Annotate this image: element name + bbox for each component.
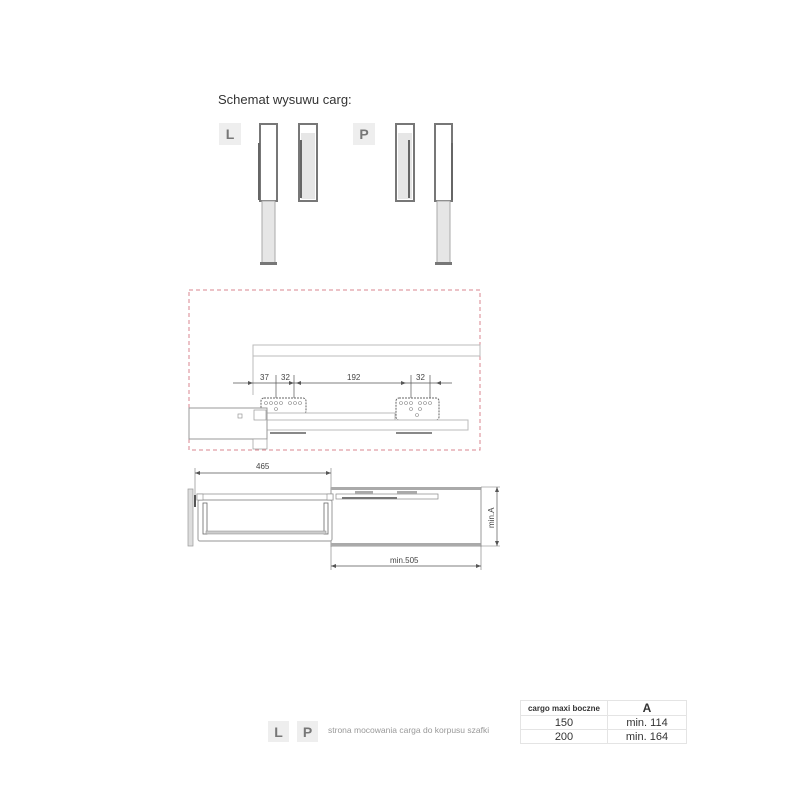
side-view-drawing	[188, 462, 500, 570]
dim-37: 37	[260, 373, 269, 382]
dim-min-505: min.505	[390, 556, 419, 565]
dim-192: 192	[347, 373, 361, 382]
top-view-drawing	[189, 290, 480, 450]
cell-width: 150	[521, 716, 608, 730]
table-header-row	[521, 701, 687, 716]
legend-left-badge: L	[268, 721, 289, 742]
legend-description: strona mocowania carga do korpusu szafki	[328, 725, 490, 735]
left-side-badge: L	[219, 123, 241, 145]
cell-min-a: min. 164	[608, 730, 687, 744]
header-cargo-type: cargo maxi boczne	[521, 701, 608, 716]
cell-width: 200	[521, 730, 608, 744]
right-extended-cargo-icon	[435, 124, 453, 265]
dim-32b: 32	[416, 373, 425, 382]
right-side-badge: P	[353, 123, 375, 145]
table-row	[521, 730, 687, 744]
legend-right-badge: P	[297, 721, 318, 742]
dim-32a: 32	[281, 373, 290, 382]
header-a: A	[608, 701, 687, 716]
schema-title: Schemat wysuwu carg:	[218, 92, 352, 107]
table-row	[521, 716, 687, 730]
right-closed-cargo-icon	[396, 124, 414, 201]
cell-min-a: min. 114	[608, 716, 687, 730]
left-closed-cargo-icon	[299, 124, 317, 201]
left-extended-cargo-icon	[258, 124, 277, 265]
dim-min-a: min.A	[487, 507, 496, 528]
spec-table	[520, 700, 687, 744]
dim-465: 465	[256, 462, 270, 471]
